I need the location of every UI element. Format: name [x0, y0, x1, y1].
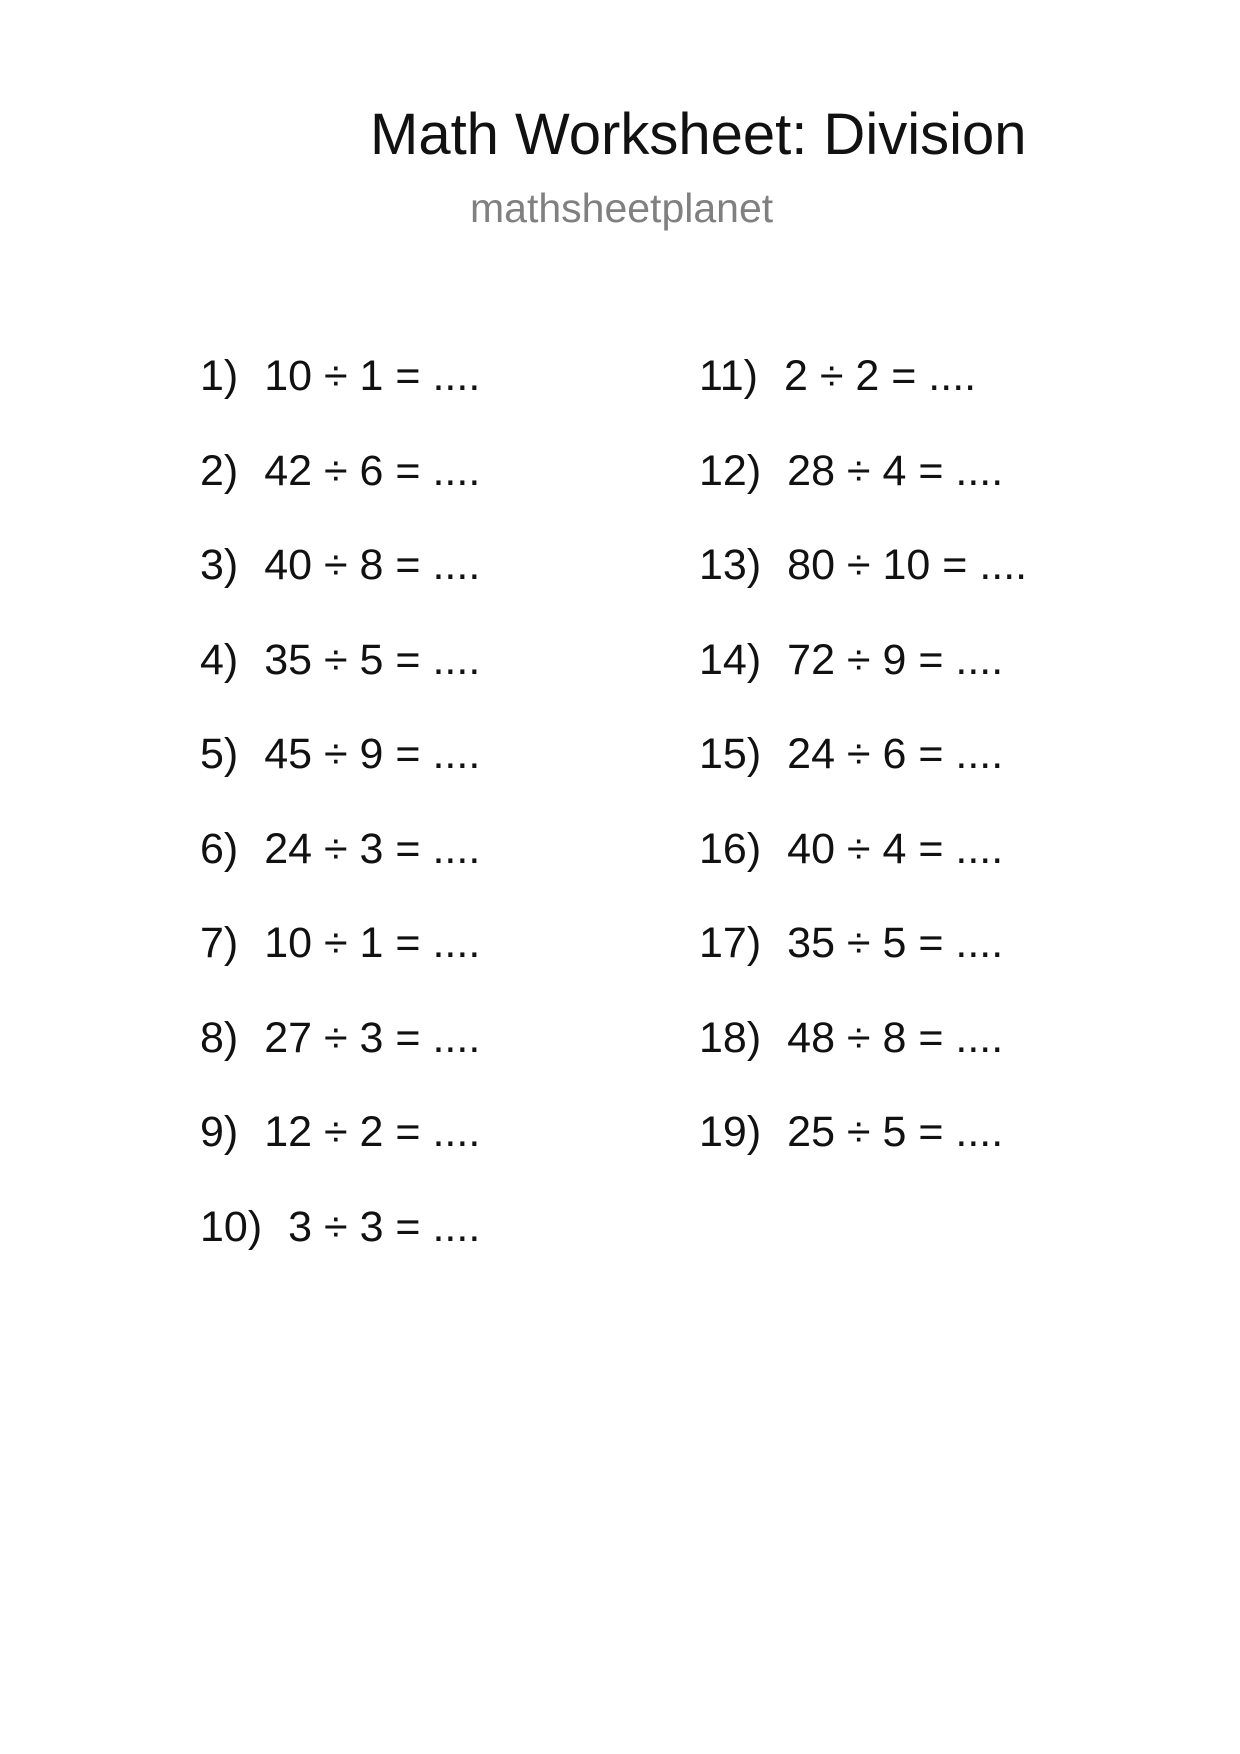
problem-7: [200, 917, 480, 1012]
problem-expression: 28 ÷ 4 = ....: [787, 446, 1004, 495]
problem-11: [699, 350, 1027, 445]
problem-2: [200, 445, 480, 540]
problem-12: [699, 445, 1027, 540]
problem-number: 1): [200, 352, 239, 400]
problem-number: 14): [699, 635, 762, 684]
problem-expression: 3 ÷ 3 = ....: [288, 1202, 481, 1251]
problem-number: 2): [200, 446, 239, 495]
problem-expression: 12 ÷ 2 = ....: [264, 1108, 481, 1156]
problem-5: [200, 728, 480, 823]
page-title: Math Worksheet: Division: [370, 102, 1027, 167]
problem-expression: 42 ÷ 6 = ....: [264, 446, 481, 495]
problem-number: 18): [699, 1013, 762, 1062]
problem-expression: 48 ÷ 8 = ....: [787, 1013, 1004, 1062]
problem-number: 19): [699, 1108, 762, 1156]
problem-17: [699, 917, 1027, 1012]
problem-number: 17): [699, 919, 762, 967]
problem-8: [200, 1012, 480, 1107]
problem-column-left: [200, 350, 480, 1295]
problem-number: 9): [200, 1108, 239, 1156]
site-name: mathsheetplanet: [470, 185, 774, 231]
problem-18: [699, 1012, 1027, 1107]
problem-number: 5): [200, 730, 239, 778]
problem-1: [200, 350, 480, 445]
problem-number: 12): [699, 446, 762, 495]
problem-number: 4): [200, 635, 239, 684]
problem-15: [699, 728, 1027, 823]
problem-6: [200, 823, 480, 918]
problem-column-right: [699, 350, 1027, 1201]
problem-number: 6): [200, 824, 239, 873]
problem-expression: 24 ÷ 3 = ....: [264, 824, 481, 873]
problem-number: 13): [699, 541, 762, 589]
problem-16: [699, 823, 1027, 918]
problem-expression: 25 ÷ 5 = ....: [787, 1108, 1004, 1156]
problem-expression: 45 ÷ 9 = ....: [264, 730, 481, 778]
problem-expression: 10 ÷ 1 = ....: [264, 919, 481, 967]
problem-number: 10): [200, 1202, 263, 1251]
problem-number: 15): [699, 730, 762, 778]
problem-14: [699, 634, 1027, 729]
problem-expression: 35 ÷ 5 = ....: [787, 919, 1004, 967]
problem-expression: 40 ÷ 8 = ....: [264, 541, 481, 589]
problem-expression: 24 ÷ 6 = ....: [787, 730, 1004, 778]
problem-expression: 10 ÷ 1 = ....: [264, 352, 481, 400]
problem-expression: 72 ÷ 9 = ....: [787, 635, 1004, 684]
problem-expression: 40 ÷ 4 = ....: [787, 824, 1004, 873]
problem-number: 7): [200, 919, 239, 967]
problem-19: [699, 1106, 1027, 1201]
problem-10: [200, 1201, 480, 1296]
problem-expression: 2 ÷ 2 = ....: [783, 352, 977, 400]
problem-expression: 80 ÷ 10 = ....: [787, 541, 1028, 589]
problem-number: 16): [699, 824, 762, 873]
problem-3: [200, 539, 480, 634]
problem-13: [699, 539, 1027, 634]
problem-number: 8): [200, 1013, 239, 1062]
problem-expression: 35 ÷ 5 = ....: [264, 635, 481, 684]
problem-number: 3): [200, 541, 239, 589]
problem-9: [200, 1106, 480, 1201]
problem-expression: 27 ÷ 3 = ....: [264, 1013, 481, 1062]
problem-4: [200, 634, 480, 729]
problem-number: 11): [699, 352, 758, 400]
